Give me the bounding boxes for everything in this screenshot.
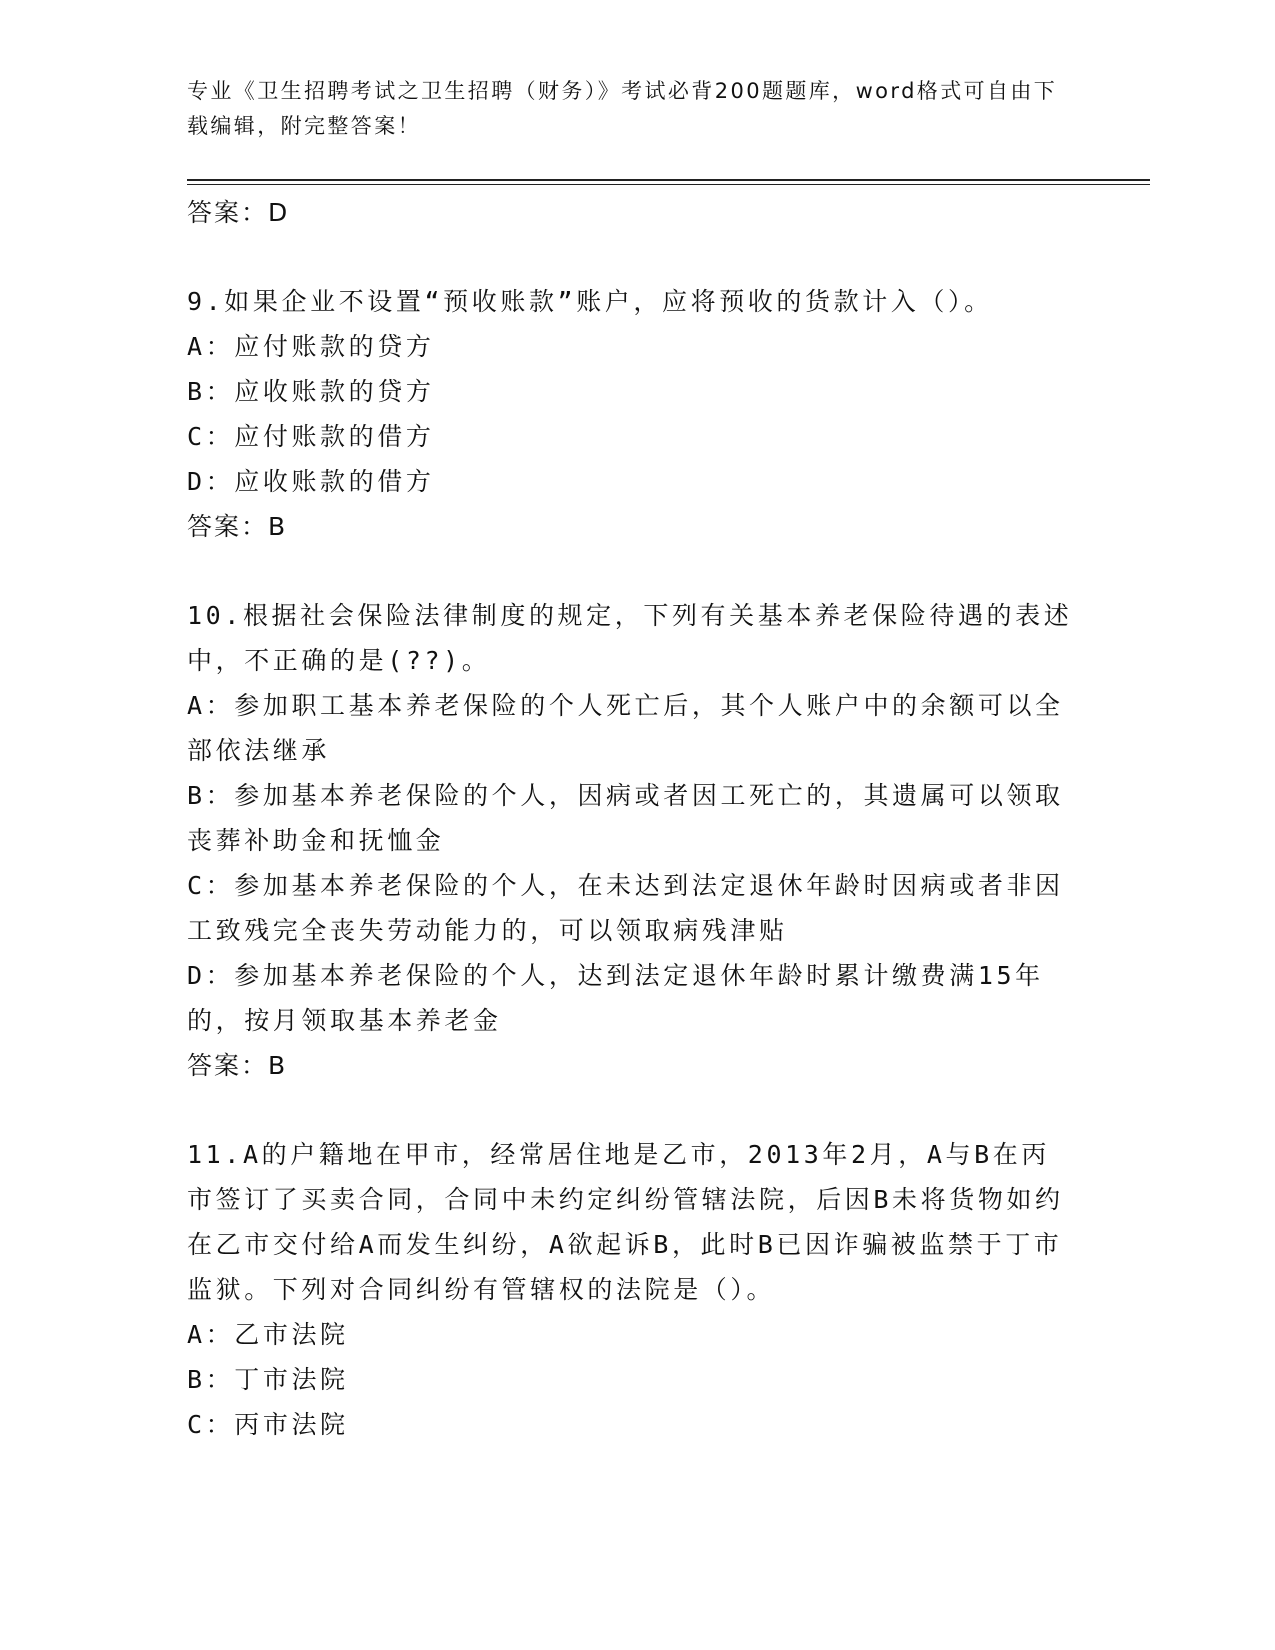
header-rule-thin: [187, 184, 1150, 185]
question-11: [187, 1132, 1077, 1447]
option-a: A：应付账款的贷方: [187, 332, 435, 361]
document-header: 专业《卫生招聘考试之卫生招聘（财务）》考试必背200题题库，word格式可自由下载编辑，附完整答案！: [187, 79, 1058, 138]
option-c: C：应付账款的借方: [187, 422, 435, 451]
question-answer: 答案：B: [187, 512, 288, 541]
option-d: D：应收账款的借方: [187, 467, 435, 496]
document-body: [187, 190, 1077, 1447]
option-c: C：丙市法院: [187, 1410, 349, 1439]
question-text: 10.根据社会保险法律制度的规定，下列有关基本养老保险待遇的表述中，不正确的是(??)。: [187, 601, 1073, 675]
question-answer: 答案：B: [187, 1051, 288, 1080]
option-d: D：参加基本养老保险的个人，达到法定退休年龄时累计缴费满15年的，按月领取基本养老金: [187, 961, 1044, 1035]
option-a: A：乙市法院: [187, 1320, 349, 1349]
question-10: [187, 593, 1077, 1088]
previous-answer: 答案：D: [187, 198, 290, 227]
question-text: 11.A的户籍地在甲市，经常居住地是乙市，2013年2月，A与B在丙市签订了买卖合同，合同中未约定纠纷管辖法院，后因B未将货物如约在乙市交付给A而发生纠纷，A欲起诉B，此时B已因诈骗被监禁于丁市监狱。下列对合同纠纷有管辖权的法院是（）。: [187, 1140, 1064, 1304]
option-b: B：丁市法院: [187, 1365, 349, 1394]
header-rule-thick: [187, 179, 1150, 181]
option-c: C：参加基本养老保险的个人，在未达到法定退休年龄时因病或者非因工致残完全丧失劳动能力的，可以领取病残津贴: [187, 871, 1064, 945]
question-text: 9.如果企业不设置“预收账款”账户，应将预收的货款计入（）。: [187, 287, 993, 316]
option-b: B：参加基本养老保险的个人，因病或者因工死亡的，其遗属可以领取丧葬补助金和抚恤金: [187, 781, 1064, 855]
option-a: A：参加职工基本养老保险的个人死亡后，其个人账户中的余额可以全部依法继承: [187, 691, 1064, 765]
option-b: B：应收账款的贷方: [187, 377, 435, 406]
question-9: [187, 279, 1077, 549]
